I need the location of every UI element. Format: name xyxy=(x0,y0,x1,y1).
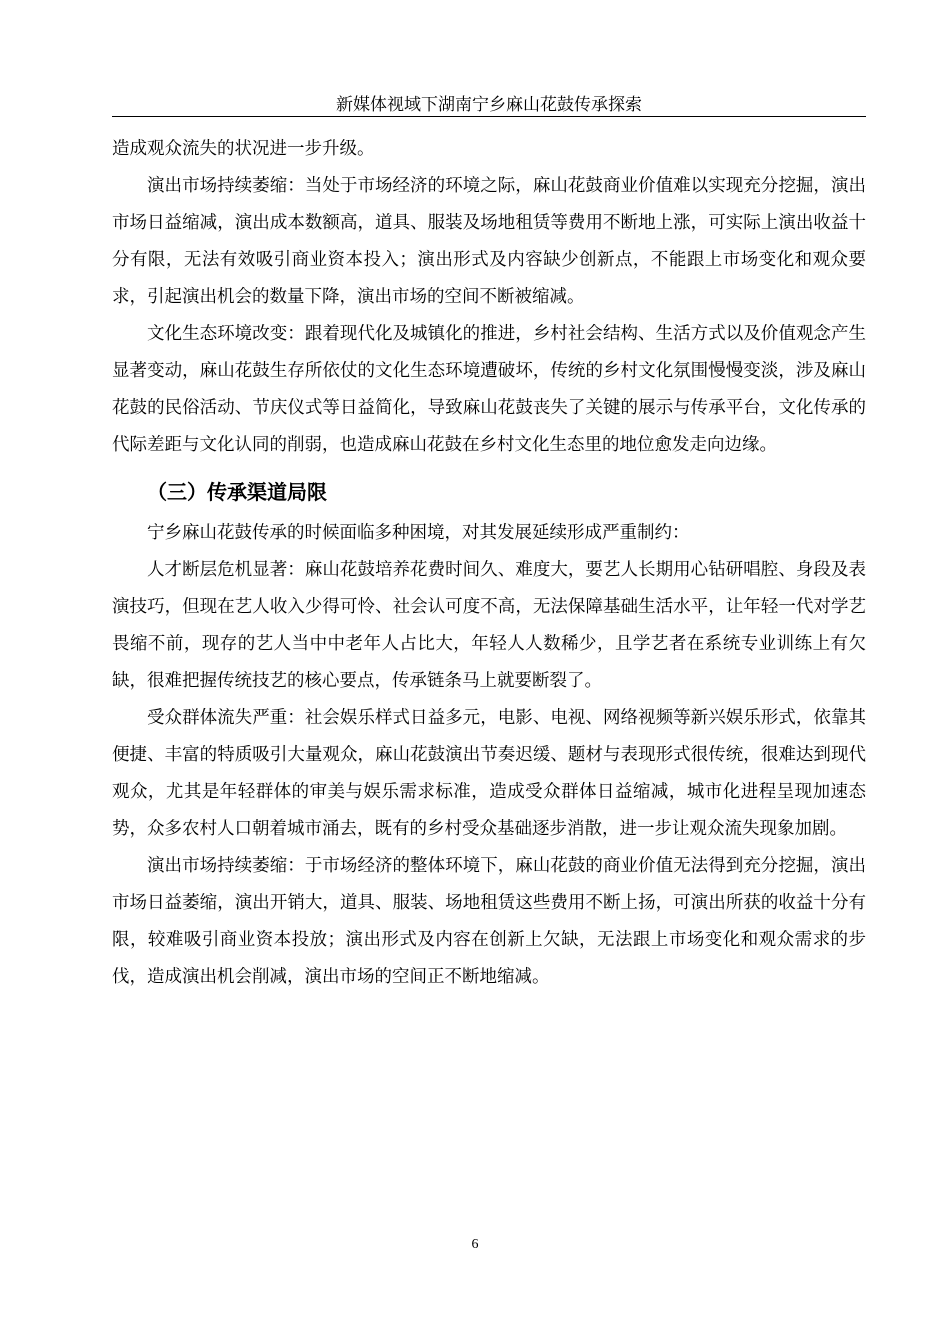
header-rule xyxy=(112,116,866,117)
paragraph-audience-loss: 受众群体流失严重：社会娱乐样式日益多元，电影、电视、网络视频等新兴娱乐形式，依靠其便捷、丰富的特质吸引大量观众，麻山花鼓演出节奏迟缓、题材与表现形式很传统，很难达到现代观众，尤其是年轻群体的审美与娱乐需求标准，造成受众群体日益缩减，城市化进程呈现加速态势，众多农村人口朝着城市涌去，既有的乡村受众基础逐步消散，进一步让观众流失现象加剧。 xyxy=(112,708,866,839)
page-number: 6 xyxy=(471,1237,479,1252)
paragraph-intro: 宁乡麻山花鼓传承的时候面临多种困境，对其发展延续形成严重制约： xyxy=(147,523,690,543)
paragraph-continuation: 造成观众流失的状况进一步升级。 xyxy=(112,139,375,159)
running-header: 新媒体视域下湖南宁乡麻山花鼓传承探索 xyxy=(336,95,642,115)
paragraph-cultural-ecology: 文化生态环境改变：跟着现代化及城镇化的推进，乡村社会结构、生活方式以及价值观念产生显著变动，麻山花鼓生存所依仗的文化生态环境遭破坏，传统的乡村文化氛围慢慢变淡，涉及麻山花鼓的民俗活动、节庆仪式等日益简化，导致麻山花鼓丧失了关键的展示与传承平台，文化传承的代际差距与文化认同的削弱，也造成麻山花鼓在乡村文化生态里的地位愈发走向边缘。 xyxy=(112,324,866,455)
document-body xyxy=(112,131,866,996)
paragraph-market-shrinking-2: 演出市场持续萎缩：于市场经济的整体环境下，麻山花鼓的商业价值无法得到充分挖掘，演出市场日益萎缩，演出开销大，道具、服装、场地租赁这些费用不断上扬，可演出所获的收益十分有限，较难吸引商业资本投放；演出形式及内容在创新上欠缺，无法跟上市场变化和观众需求的步伐，造成演出机会削减，演出市场的空间正不断地缩减。 xyxy=(112,856,866,987)
paragraph-talent-gap: 人才断层危机显著：麻山花鼓培养花费时间久、难度大，要艺人长期用心钻研唱腔、身段及表演技巧，但现在艺人收入少得可怜、社会认可度不高，无法保障基础生活水平，让年轻一代对学艺畏缩不前，现存的艺人当中中老年人占比大，年轻人人数稀少，且学艺者在系统专业训练上有欠缺，很难把握传统技艺的核心要点，传承链条马上就要断裂了。 xyxy=(112,560,866,691)
paragraph-market-shrinking-1: 演出市场持续萎缩：当处于市场经济的环境之际，麻山花鼓商业价值难以实现充分挖掘，演出市场日益缩减，演出成本数额高，道具、服装及场地租赁等费用不断地上涨，可实际上演出收益十分有限，无法有效吸引商业资本投入；演出形式及内容缺少创新点，不能跟上市场变化和观众要求，引起演出机会的数量下降，演出市场的空间不断被缩减。 xyxy=(112,176,866,307)
section-heading: （三）传承渠道局限 xyxy=(147,480,327,504)
